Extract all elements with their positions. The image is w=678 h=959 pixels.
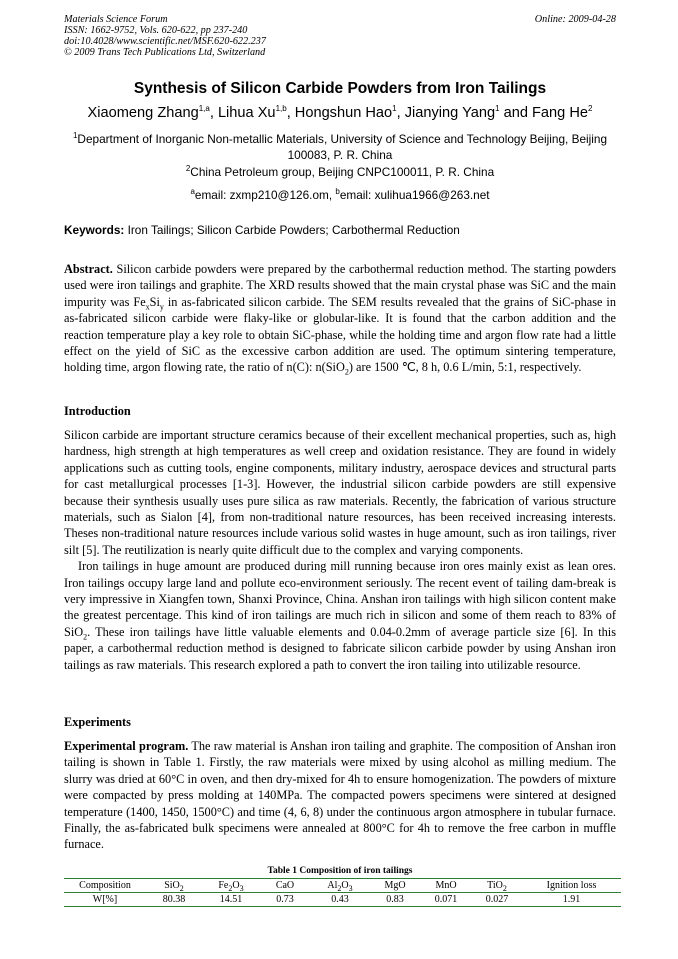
column-header: MgO	[370, 879, 420, 893]
column-header: SiO$_2$	[146, 879, 202, 893]
author-affil-marker: 2	[587, 104, 593, 114]
column-header: CaO	[260, 879, 310, 893]
issn-line: ISSN: 1662-9752, Vols. 620-622, pp 237-240	[64, 25, 248, 36]
author-separator: and	[499, 105, 532, 121]
journal-name: Materials Science Forum	[64, 14, 168, 25]
table-cell: 0.027	[472, 893, 522, 907]
table-cell: 0.73	[260, 893, 310, 907]
author-separator: ,	[209, 105, 218, 121]
affiliation-1	[64, 131, 616, 163]
email-b[interactable]: email: xulihua1966@263.net	[339, 188, 490, 202]
journal-header	[64, 14, 616, 58]
subsection-label: Experimental program.	[64, 739, 189, 753]
paragraph-text: Iron tailings in huge amount are produced during mill running because iron ores mainly exist as lean ores. Iron tailings occupy large land and pollute eco-environment seriously. The recent event of tailing dam-break is very impressive in Xiangfen town, Shanxi Province, China. Anshan iron tailings with high silicon content make the greatest percentage. This kind of iron tailings are much rich in silicon and some of them reach to 83% of SiO	[64, 559, 616, 639]
abstract-text: ) are 1500 ℃, 8 h, 0.6 L/min, 5:1, respectively.	[348, 360, 582, 375]
author-list	[40, 105, 640, 121]
author-name: Fang He	[532, 105, 588, 121]
subscript: x	[145, 302, 150, 312]
experiments-body	[64, 738, 616, 853]
keywords	[64, 223, 616, 237]
introduction-heading: Introduction	[64, 404, 131, 418]
subscript: 2	[83, 632, 88, 642]
abstract-label: Abstract.	[64, 262, 113, 276]
email-line	[64, 187, 616, 203]
author-affil-marker: 1,b	[275, 104, 287, 114]
affil-text: China Petroleum group, Beijing CNPC100011, P. R. China	[190, 165, 495, 179]
author-name: Jianying Yang	[404, 105, 496, 121]
table-cell: 0.43	[310, 893, 370, 907]
author-name: Xiaomeng Zhang	[87, 105, 199, 121]
column-header: Composition	[64, 879, 146, 893]
column-header: MnO	[420, 879, 472, 893]
abstract-text: Si	[149, 294, 160, 309]
abstract	[64, 261, 616, 376]
table-cell: 14.51	[202, 893, 260, 907]
table-cell: 0.071	[420, 893, 472, 907]
paragraph-text: . These iron tailings have little valuable elements and 0.04-0.2mm of average particle size [6]. In this paper, a carbothermal reduction method is designed to fabricate silicon carbide powder by using Anshan iron tailings as raw materials. This research explored a path to convert the iron tailing into utilizable resource.	[64, 624, 616, 672]
composition-table	[64, 878, 621, 907]
abstract-text: in as-fabricated silicon carbide. The SEM results revealed that the grains of SiC-phase in as-fabricated silicon carbide were flaky-like or globular-like. It is found that the carbon addition and the reaction temperature play a key role to obtain SiC-phase, while the holding time and argon flow rate had a little effect on the yield of SiC as the excessive carbon addition are used. The optimum sintering temperature, holding time, argon flowing rate, the ratio of n(C): n(SiO	[64, 294, 616, 375]
author-affil-marker: 1	[495, 104, 500, 114]
affil-marker: 2	[185, 164, 191, 174]
table-title: Table 1 Composition of iron tailings	[267, 866, 413, 876]
introduction-body	[64, 427, 616, 673]
author-name: Lihua Xu	[217, 105, 276, 121]
author-name: Hongshun Hao	[294, 105, 393, 121]
affil-marker: 1	[72, 131, 78, 141]
table-cell: 1.91	[522, 893, 621, 907]
keywords-text: Iron Tailings; Silicon Carbide Powders; Carbothermal Reduction	[124, 223, 460, 237]
author-separator: ,	[286, 105, 295, 121]
column-header: $Fe_2O_3$	[202, 879, 260, 893]
author-separator: ,	[396, 105, 405, 121]
online-date: Online: 2009-04-28	[534, 14, 616, 25]
copyright-line: © 2009 Trans Tech Publications Ltd, Switzerland	[64, 47, 266, 58]
keywords-label: Keywords:	[64, 223, 125, 237]
column-header: $Al_2O_3$	[310, 879, 370, 893]
paragraph: Silicon carbide are important structure ceramics because of their excellent mechanical properties, such as, high hardness, high strength at high temperatures as well creep and oxidation resistance. They are found in widely applications such as cutting tools, engine components, military industry, aerospace devices and structural parts for cast metallurgical processes [1-3]. However, the industrial silicon carbide powders are still expensive because their synthesis usually uses pure silica as raw materials. Recently, the fabrication of various structure materials, such as Sialon [4], from non-traditional nature resources, has been received increasing interests. Theses non-traditional nature resources include various solid wastes in huge amount, such as iron tailings, river silt [5]. The reutilization is nearly quite difficult due to the complex and varying components.	[64, 428, 616, 557]
experiments-heading: Experiments	[64, 715, 131, 729]
subscript: 2	[344, 367, 349, 377]
email-a[interactable]: email: zxmp210@126.om,	[194, 188, 336, 202]
column-header: Ignition loss	[522, 879, 621, 893]
affil-text: Department of Inorganic Non-metallic Materials, University of Science and Technology Beijing, Beijing 100083, P. R. China	[77, 132, 608, 162]
table-cell: W[%]	[64, 893, 146, 907]
abstract-text: Silicon carbide powders were prepared by the carbothermal reduction method. The starting powders used were iron tailings and graphite. The XRD results showed that the main crystal phase was SiC and the main impurity was Fe	[64, 262, 616, 309]
paragraph	[64, 558, 616, 673]
author-affil-marker: 1	[392, 104, 397, 114]
paragraph-text: The raw material is Anshan iron tailing and graphite. The composition of Anshan iron tailing is shown in Table 1. Firstly, the raw materials were mixed by using alcohol as milling medium. The slurry was dried at 60°C in oven, and then dry-mixed for 4h to ensure homogenization. The powders of mixture were compacted by press molding at 140MPa. The compacted powers specimens were sintered at designed temperature (1400, 1450, 1500°C) and time (4, 6, 8) under the continuous argon atmosphere in tubular furnace. Finally, the as-fabricated bulk specimens were annealed at 800°C for 4h to remove the free carbon in muffle furnace.	[64, 739, 617, 852]
affiliation-2	[64, 164, 616, 180]
table-cell: 80.38	[146, 893, 202, 907]
table-cell: 0.83	[370, 893, 420, 907]
doi-line[interactable]: doi:10.4028/www.scientific.net/MSF.620-622.237	[64, 36, 266, 47]
paper-title: Synthesis of Silicon Carbide Powders from Iron Tailings	[133, 80, 547, 97]
table-header-row	[64, 879, 621, 893]
email-marker: a	[190, 187, 195, 197]
subscript: y	[159, 302, 164, 312]
email-marker: b	[335, 187, 340, 197]
table-row	[64, 893, 621, 907]
author-affil-marker: 1,a	[198, 104, 210, 114]
column-header: TiO$_2$	[472, 879, 522, 893]
